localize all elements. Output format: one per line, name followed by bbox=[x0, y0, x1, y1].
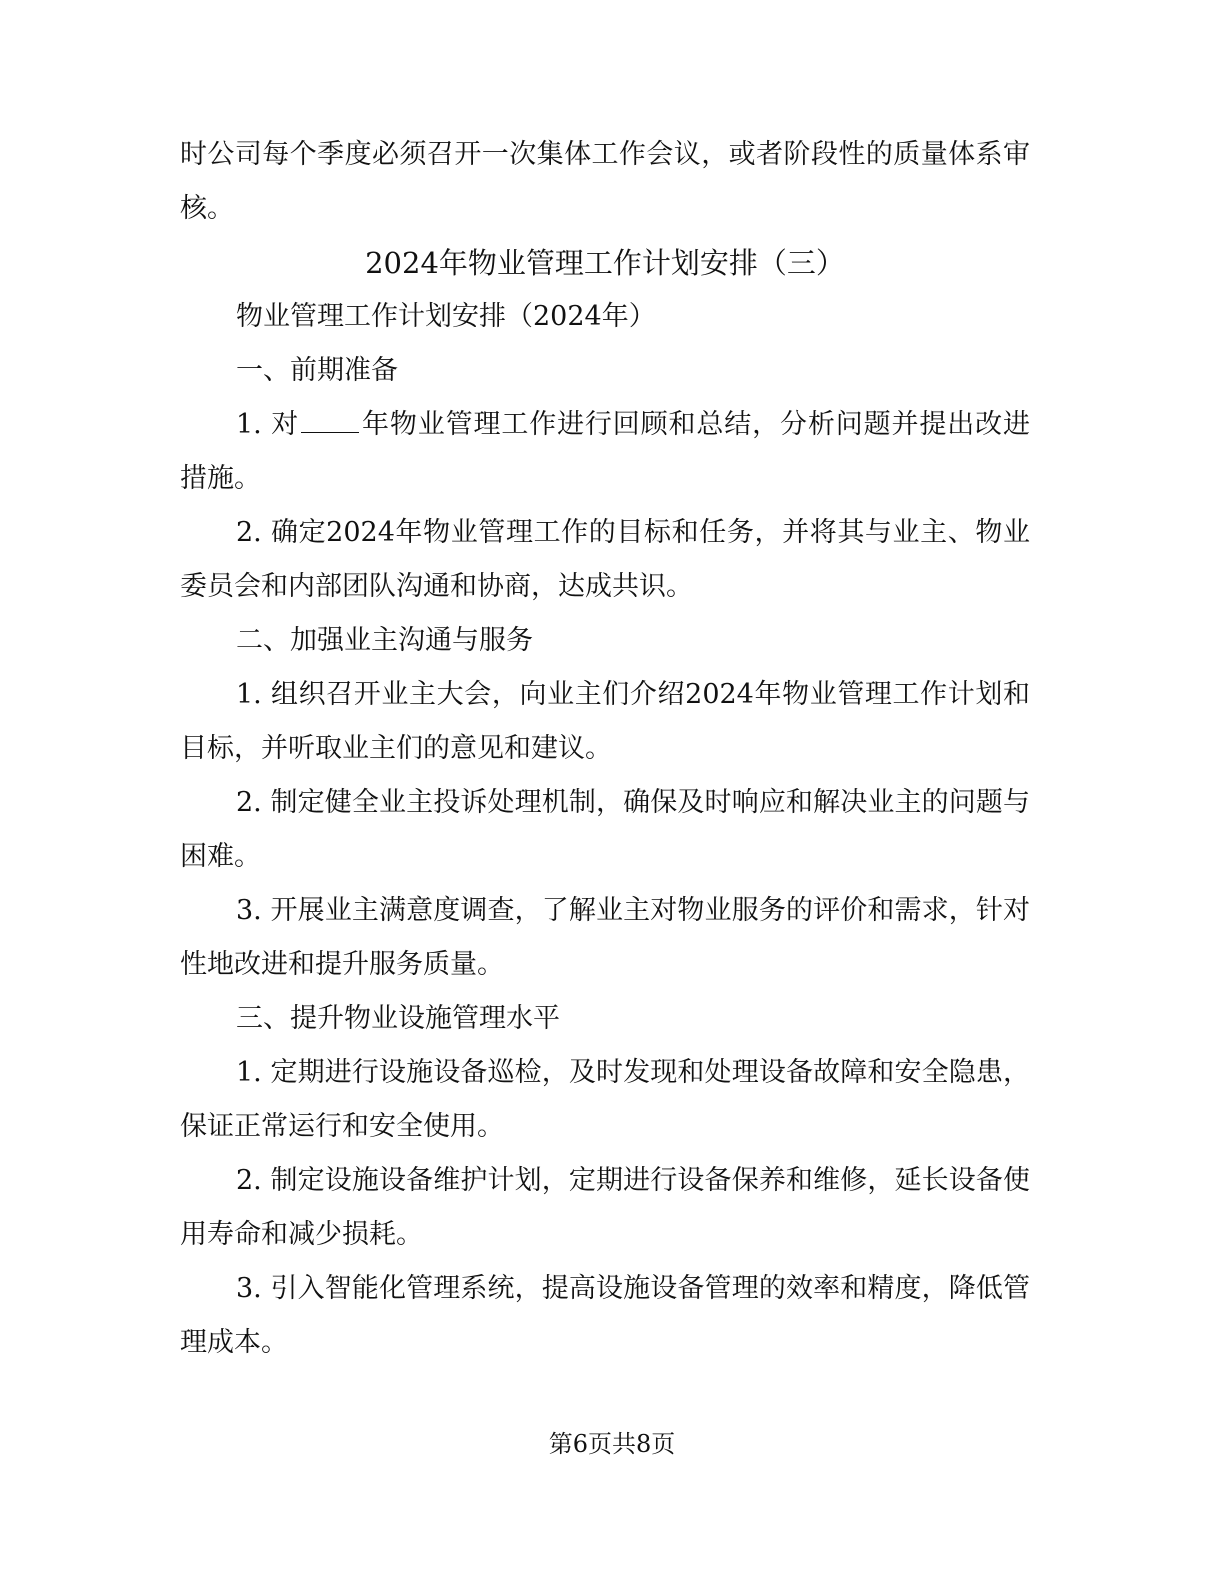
list-item: 2. 制定设施设备维护计划，定期进行设备保养和维修，延长设备使用寿命和减少损耗。 bbox=[180, 1165, 1030, 1250]
page-number-footer: 第6页共8页 bbox=[548, 1430, 676, 1458]
item-text-prefix: 1. 对 bbox=[236, 409, 300, 440]
list-item: 2. 确定2024年物业管理工作的目标和任务，并将其与业主、物业委员会和内部团队沟通和协商，达成共识。 bbox=[180, 517, 1030, 602]
section-heading-preparation: 一、前期准备 bbox=[236, 355, 398, 386]
list-item bbox=[180, 398, 1030, 506]
list-item: 1. 定期进行设施设备巡检，及时发现和处理设备故障和安全隐患，保证正常运行和安全使用。 bbox=[180, 1057, 1030, 1142]
section-heading-facility-management: 三、提升物业设施管理水平 bbox=[236, 1003, 560, 1034]
continuation-paragraph: 时公司每个季度必须召开一次集体工作会议，或者阶段性的质量体系审核。 bbox=[180, 139, 1030, 224]
item-text-suffix: 年物业管理工作进行回顾和总结，分析问题并提出改进措施。 bbox=[180, 409, 1031, 494]
list-item: 3. 开展业主满意度调查，了解业主对物业服务的评价和需求，针对性地改进和提升服务质量。 bbox=[180, 895, 1030, 980]
list-item: 2. 制定健全业主投诉处理机制，确保及时响应和解决业主的问题与困难。 bbox=[180, 787, 1030, 872]
document-body bbox=[180, 128, 1030, 1370]
document-title: 2024年物业管理工作计划安排（三） bbox=[365, 246, 845, 280]
list-item: 3. 引入智能化管理系统，提高设施设备管理的效率和精度，降低管理成本。 bbox=[180, 1273, 1030, 1358]
document-subtitle: 物业管理工作计划安排（2024年） bbox=[236, 301, 656, 332]
list-item: 1. 组织召开业主大会，向业主们介绍2024年物业管理工作计划和目标，并听取业主们的意见和建议。 bbox=[180, 679, 1030, 764]
fill-in-blank bbox=[301, 412, 359, 433]
section-heading-owner-service: 二、加强业主沟通与服务 bbox=[236, 625, 533, 656]
